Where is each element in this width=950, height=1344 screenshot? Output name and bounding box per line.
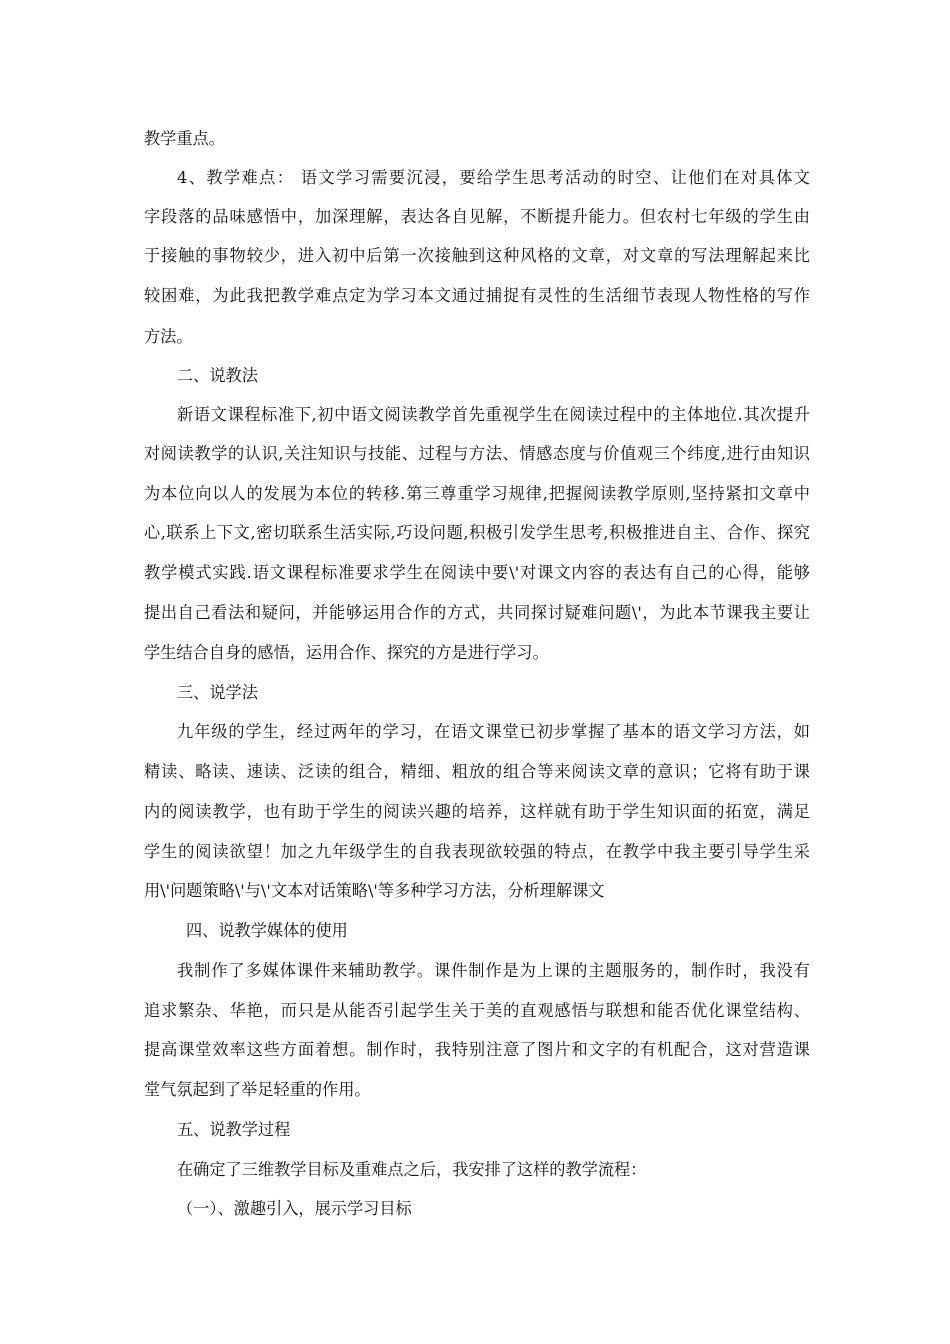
text-line: 追求繁杂、华艳，而只是从能否引起学生关于美的直观感悟与联想和能否优化课堂结构、: [144, 1001, 810, 1020]
text-line: 新语文课程标准下,初中语文阅读教学首先重视学生在阅读过程中的主体地位.其次提升: [177, 405, 810, 424]
text-line: 内的阅读教学，也有助于学生的阅读兴趣的培养，这样就有助于学生知识面的拓宽，满足: [144, 802, 810, 821]
text-line: 三、说学法: [177, 683, 258, 702]
text-line: 四、说教学媒体的使用: [186, 921, 348, 940]
text-line: 4、教学难点： 语文学习需要沉浸，要给学生思考活动的时空、让他们在对具体文: [177, 168, 810, 187]
text-line: 方法。: [144, 327, 193, 346]
text-line: 堂气氛起到了举足轻重的作用。: [144, 1080, 371, 1099]
text-line: 教学重点。: [144, 129, 225, 148]
text-line: 对阅读教学的认识,关注知识与技能、过程与方法、情感态度与价值观三个纬度,进行由知识: [144, 444, 810, 463]
text-line: 为本位向以人的发展为本位的转移.第三尊重学习规律,把握阅读教学原则,坚持紧扣文章中: [144, 484, 810, 503]
text-line: 于接触的事物较少，进入初中后第一次接触到这种风格的文章，对文章的写法理解起来比: [144, 246, 810, 265]
text-line: 二、说教法: [177, 366, 258, 385]
text-line: 精读、略读、速读、泛读的组合，精细、粗放的组合等来阅读文章的意识；它将有助于课: [144, 762, 810, 781]
text-line: 在确定了三维教学目标及重难点之后，我安排了这样的教学流程：: [177, 1160, 647, 1179]
text-line: 用\'问题策略\'与\'文本对话策略\'等多种学习方法，分析理解课文: [144, 881, 605, 900]
text-line: 字段落的品味感悟中，加深理解，表达各自见解，不断提升能力。但农村七年级的学生由: [144, 207, 810, 226]
text-line: 九年级的学生，经过两年的学习，在语文课堂已初步掌握了基本的语文学习方法，如: [177, 722, 810, 741]
text-line: 提高课堂效率这些方面着想。制作时，我特别注意了图片和文字的有机配合，这对营造课: [144, 1040, 810, 1059]
text-line: （一）、激趣引入，展示学习目标: [177, 1199, 412, 1218]
text-line: 我制作了多媒体课件来辅助教学。课件制作是为上课的主题服务的，制作时，我没有: [177, 961, 810, 980]
text-line: 学生结合自身的感悟，运用合作、探究的方是进行学习。: [144, 643, 549, 662]
text-line: 学生的阅读欲望！加之九年级学生的自我表现欲较强的特点，在教学中我主要引导学生采: [144, 842, 810, 861]
text-line: 提出自己看法和疑问，并能够运用合作的方式，共同探讨疑难问题\'，为此本节课我主要让: [144, 603, 810, 622]
text-line: 心,联系上下文,密切联系生活实际,巧设问题,积极引发学生思考,积极推进自主、合作、探究: [144, 523, 810, 542]
text-line: 五、说教学过程: [177, 1120, 291, 1139]
text-line: 较困难，为此我把教学难点定为学习本文通过捕捉有灵性的生活细节表现人物性格的写作: [144, 286, 810, 305]
text-line: 教学模式实践.语文课程标准要求学生在阅读中要\'对课文内容的表达有自己的心得，能够: [144, 563, 810, 582]
